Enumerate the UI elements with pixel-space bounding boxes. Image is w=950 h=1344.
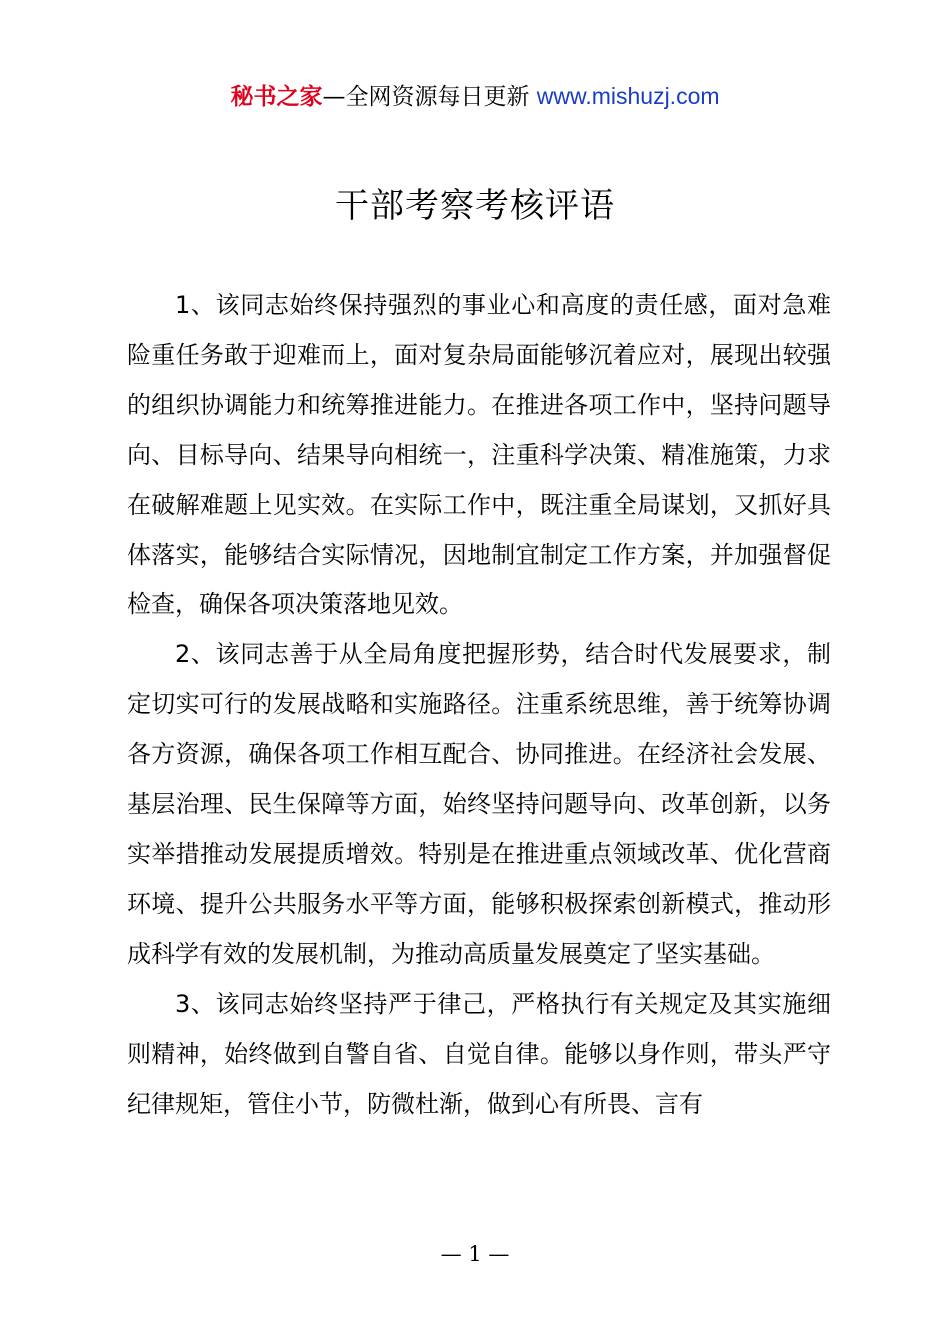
- page-number: — 1 —: [440, 1242, 510, 1266]
- brand-name: 秘书之家: [230, 84, 323, 110]
- header-tagline: —全网资源每日更新: [322, 84, 537, 110]
- paragraph-3: 3、该同志始终坚持严于律己，严格执行有关规定及其实施细则精神，始终做到自警自省、自觉自律。能够以身作则，带头严守纪律规矩，管住小节，防微杜渐，做到心有所畏、言有: [127, 989, 831, 1118]
- site-header: [0, 80, 950, 113]
- paragraph-2: 2、该同志善于从全局角度把握形势，结合时代发展要求，制定切实可行的发展战略和实施路径。注重系统思维，善于统筹协调各方资源，确保各项工作相互配合、协同推进。在经济社会发展、基层治理、民生保障等方面，始终坚持问题导向、改革创新，以务实举措推动发展提质增效。特别是在推进重点领域改革、优化营商环境、提升公共服务水平等方面，能够积极探索创新模式，推动形成科学有效的发展机制，为推动高质量发展奠定了坚实基础。: [127, 640, 831, 968]
- header-url-link[interactable]: www.mishuzj.com: [536, 83, 720, 109]
- paragraph-1: 1、该同志始终保持强烈的事业心和高度的责任感，面对急难险重任务敢于迎难而上，面对复杂局面能够沉着应对，展现出较强的组织协调能力和统筹推进能力。在推进各项工作中，坚持问题导向、目标导向、结果导向相统一，注重科学决策、精准施策，力求在破解难题上见实效。在实际工作中，既注重全局谋划，又抓好具体落实，能够结合实际情况，因地制宜制定工作方案，并加强督促检查，确保各项决策落地见效。: [127, 291, 831, 619]
- document-body: [127, 281, 831, 1129]
- document-title: 干部考察考核评语: [335, 186, 615, 226]
